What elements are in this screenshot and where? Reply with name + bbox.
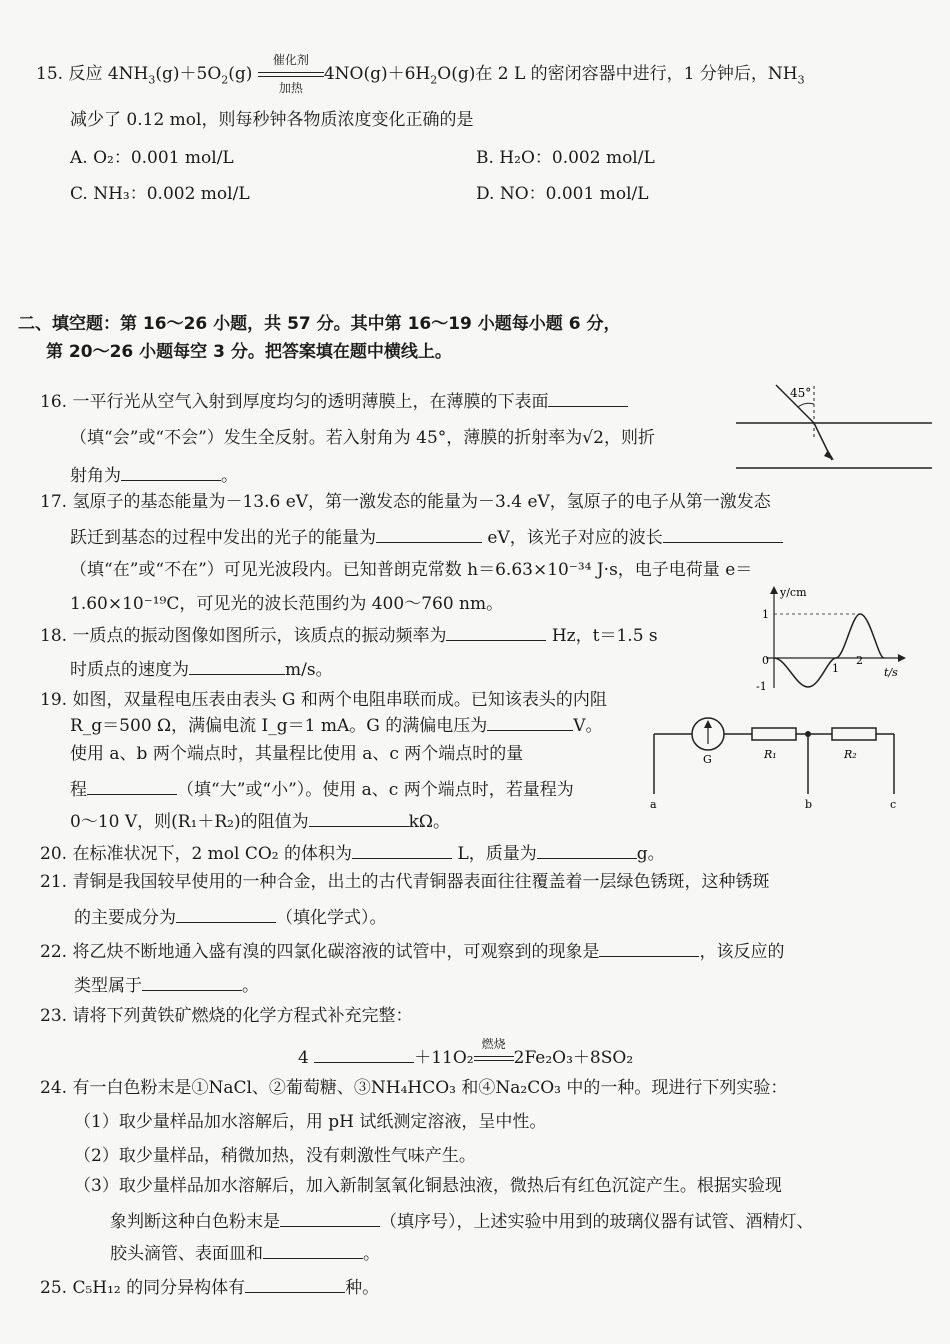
q15-line1: 15. 反应 $4NH_3(g)+5O_2(g)$ 催化剂 加热 $4NO(g)+6H_2O(g)$在 2 L 的密闭容器中进行，1 分钟后，$NH_3$ <box>36 52 805 95</box>
r1-label: R₁ <box>764 748 777 761</box>
terminal-a: a <box>650 798 657 810</box>
q23-line1: 23. 请将下列黄铁矿燃烧的化学方程式补充完整： <box>40 1006 413 1026</box>
answer-blank[interactable] <box>309 808 409 827</box>
y-tick-top: 1 <box>762 608 769 621</box>
resistor-r1 <box>752 728 796 740</box>
q24-exp3: （3）取少量样品加水溶解后，加入新制氢氧化铜悬浊液，微热后有红色沉淀产生。根据实验现 <box>74 1176 782 1196</box>
reaction-arrow: 催化剂 加热 <box>258 63 324 87</box>
q17-line2: 跃迁到基态的过程中发出的光子的能量为 eV，该光子对应的波长 <box>70 524 783 550</box>
q15-line2: 减少了 0.12 mol，则每秒钟各物质浓度变化正确的是 <box>70 110 474 130</box>
q21-line1: 21. 青铜是我国较早使用的一种合金，出土的古代青铜器表面往往覆盖着一层绿色锈斑，这种锈斑 <box>40 872 770 892</box>
terminal-c: c <box>890 798 897 810</box>
answer-blank[interactable] <box>121 462 221 481</box>
answer-blank[interactable] <box>487 712 573 731</box>
refraction-diagram <box>736 380 936 480</box>
wave-trough <box>774 658 836 687</box>
answer-blank[interactable] <box>352 840 452 859</box>
q18-line1: 18. 一质点的振动图像如图所示，该质点的振动频率为 Hz，t＝1.5 s <box>40 622 658 648</box>
q19-line2: R_g＝500 Ω，满偏电流 I_g＝1 mA。G 的满偏电压为 V。 <box>70 712 603 738</box>
q17-line1: 17. 氢原子的基态能量为－13.6 eV，第一激发态的能量为－3.4 eV，氢原子的电子从第一激发态 <box>40 492 771 512</box>
answer-blank[interactable] <box>663 524 783 543</box>
terminal-b: b <box>805 798 813 810</box>
galvanometer-label: G <box>703 753 712 766</box>
q19-line5: 0～10 V，则(R₁＋R₂)的阻值为 kΩ。 <box>70 808 450 834</box>
ray-arrow <box>824 450 834 460</box>
q15-option-b: B. H₂O：0.002 mol/L <box>476 148 655 168</box>
q24-exp3-line3: 胶头滴管、表面皿和 。 <box>110 1240 380 1266</box>
q15-option-d: D. NO：0.001 mol/L <box>476 184 649 204</box>
needle-arrow <box>704 720 712 728</box>
q19-line4: 程 （填“大”或“小”）。使用 a、c 两个端点时，若量程为 <box>70 776 574 802</box>
y-tick-bottom: -1 <box>756 680 767 693</box>
x-tick-2: 2 <box>856 654 863 667</box>
answer-blank[interactable] <box>376 524 482 543</box>
x-axis-arrow <box>898 654 906 662</box>
q24-exp2: （2）取少量样品，稍微加热，没有刺激性气味产生。 <box>74 1146 476 1166</box>
q22-line2: 类型属于 。 <box>74 972 259 998</box>
q19-line1: 19. 如图，双量程电压表由表头 G 和两个电阻串联而成。已知该表头的内阻 <box>40 690 607 710</box>
q16-line1: 16. 一平行光从空气入射到厚度均匀的透明薄膜上，在薄膜的下表面 <box>40 388 628 414</box>
voltmeter-circuit <box>648 714 902 810</box>
answer-blank[interactable] <box>446 622 546 641</box>
answer-blank[interactable] <box>599 938 699 957</box>
q16-line3: 射角为 。 <box>70 462 238 488</box>
answer-blank[interactable] <box>189 656 285 675</box>
q17-line4: 1.60×10⁻¹⁹C，可见光的波长范围约为 400～760 nm。 <box>70 594 504 614</box>
y-label: y/cm <box>780 586 807 599</box>
q24-exp3-line2: 象判断这种白色粉末是 （填序号），上述实验中用到的玻璃仪器有试管、酒精灯、 <box>110 1208 814 1234</box>
q19-line3: 使用 a、b 两个端点时，其量程比使用 a、c 两个端点时的量 <box>70 744 524 764</box>
answer-blank[interactable] <box>245 1274 345 1293</box>
q15-option-c: C. NH₃：0.002 mol/L <box>70 184 250 204</box>
origin-label: 0 <box>762 654 769 667</box>
section2-title-line2: 第 20～26 小题每空 3 分。把答案填在题中横线上。 <box>46 342 452 362</box>
q24-exp1: （1）取少量样品加水溶解后，用 pH 试纸测定溶液，呈中性。 <box>74 1112 547 1132</box>
angle-label: 45° <box>790 386 812 400</box>
x-tick-1: 1 <box>832 662 839 675</box>
oscillation-graph <box>756 584 906 694</box>
y-axis-arrow <box>770 586 778 594</box>
answer-blank[interactable] <box>280 1208 380 1227</box>
q24-line1: 24. 有一白色粉末是①NaCl、②葡萄糖、③NH₄HCO₃ 和④Na₂CO₃ 中的一种。现进行下列实验： <box>40 1078 788 1098</box>
reaction-arrow: 燃烧 <box>474 1047 514 1071</box>
angle-arc <box>798 403 814 407</box>
q18-line2: 时质点的速度为 m/s。 <box>70 656 333 682</box>
x-label: t/s <box>884 666 898 679</box>
answer-blank[interactable] <box>314 1044 414 1063</box>
q22-line1: 22. 将乙炔不断地通入盛有溴的四氯化碳溶液的试管中，可观察到的现象是 ，该反应的 <box>40 938 784 964</box>
answer-blank[interactable] <box>142 972 242 991</box>
answer-blank[interactable] <box>176 904 276 923</box>
q23-equation: 4 ＋11O₂ 燃烧 2Fe₂O₃＋8SO₂ <box>298 1044 633 1071</box>
wave-crest <box>836 614 884 658</box>
q17-line3: （填“在”或“不在”）可见光波段内。已知普朗克常数 h＝6.63×10⁻³⁴ J·s，电子电荷量 e＝ <box>70 560 753 580</box>
q20-line: 20. 在标准状况下，2 mol CO₂ 的体积为 L，质量为 g。 <box>40 840 665 866</box>
answer-blank[interactable] <box>537 840 637 859</box>
answer-blank[interactable] <box>87 776 177 795</box>
q16-line2: （填“会”或“不会”）发生全反射。若入射角为 45°，薄膜的折射率为√2，则折 <box>70 428 655 448</box>
answer-blank[interactable] <box>548 388 628 407</box>
q15-option-a: A. O₂：0.001 mol/L <box>70 148 234 168</box>
q21-line2: 的主要成分为 （填化学式）。 <box>74 904 387 930</box>
q25-line: 25. C₅H₁₂ 的同分异构体有 种。 <box>40 1274 379 1300</box>
r2-label: R₂ <box>844 748 857 761</box>
answer-blank[interactable] <box>263 1240 363 1259</box>
resistor-r2 <box>832 728 876 740</box>
section2-title-line1: 二、填空题：第 16～26 小题，共 57 分。其中第 16～19 小题每小题 6 分， <box>18 314 621 334</box>
